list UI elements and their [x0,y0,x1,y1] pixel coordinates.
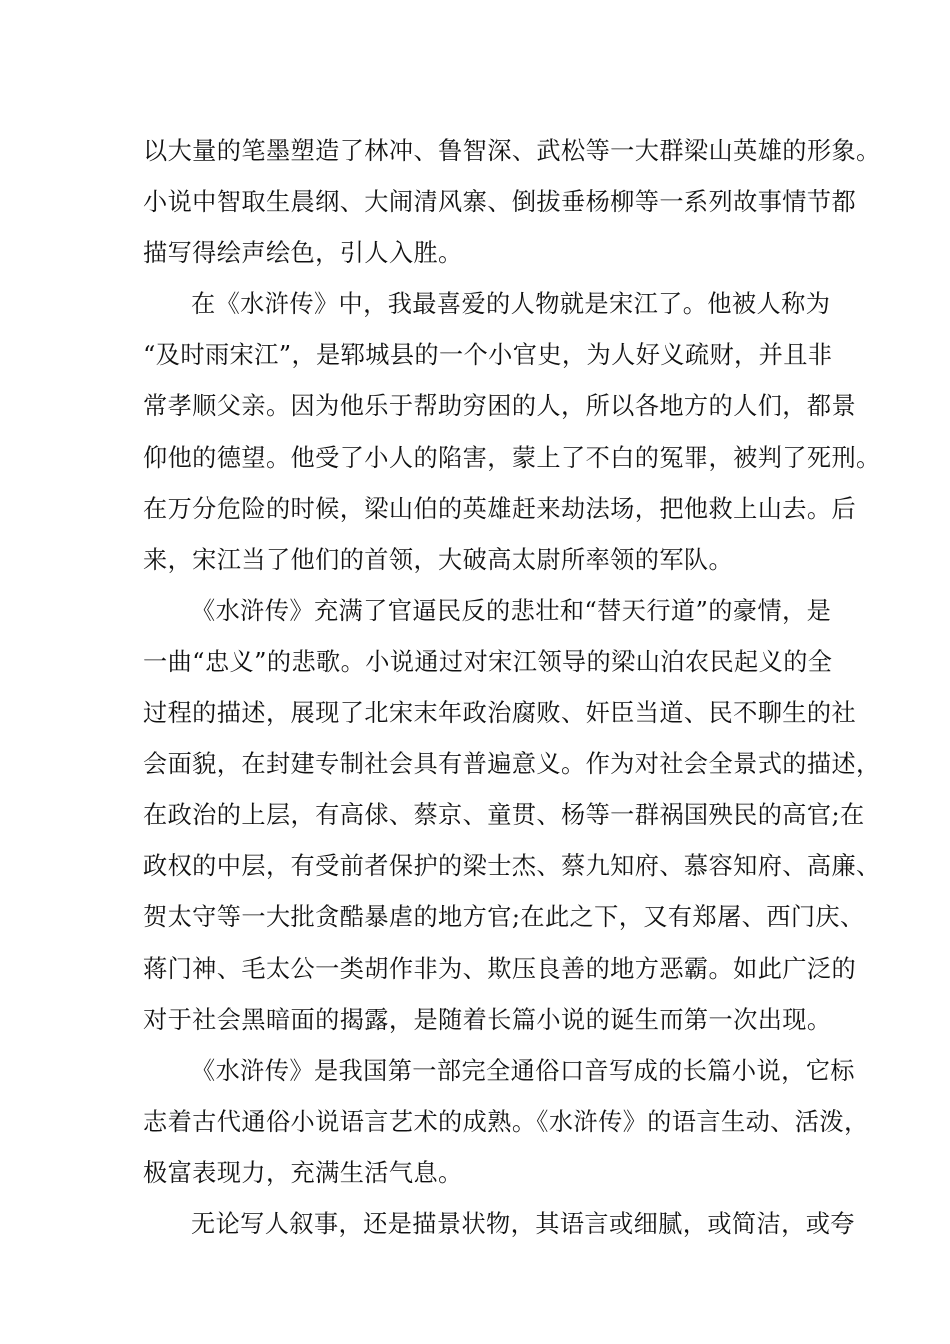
text-line: 过程的描述，展现了北宋末年政治腐败、奸臣当道、民不聊生的社 [143,699,857,728]
text-line: 描写得绘声绘色，引人入胜。 [143,239,463,268]
text-line: 极富表现力，充满生活气息。 [143,1158,463,1187]
text-line: 小说中智取生晨纲、大闹清风寨、倒拔垂杨柳等一系列故事情节都 [143,188,857,217]
paragraph-start-line: 《水浒传》是我国第一部完全通俗口音写成的长篇小说，它标 [191,1056,855,1085]
paragraph-start-line: 《水浒传》充满了官逼民反的悲壮和“替天行道”的豪情，是 [191,596,832,625]
text-line: “及时雨宋江”，是郓城县的一个小官史，为人好义疏财，并且非 [143,341,833,370]
body-text [143,126,881,1250]
text-line: 在政治的上层，有高俅、蔡京、童贯、杨等一群祸国殃民的高官;在 [143,801,865,830]
text-line: 贺太守等一大批贪酷暴虐的地方官;在此之下，又有郑屠、西门庆、 [143,903,865,932]
text-line: 蒋门神、毛太公一类胡作非为、欺压良善的地方恶霸。如此广泛的 [143,954,857,983]
text-line: 以大量的笔墨塑造了林冲、鲁智深、武松等一大群梁山英雄的形象。 [143,137,881,165]
text-line: 在万分危险的时候，梁山伯的英雄赶来劫法场，把他救上山去。后 [143,494,857,523]
text-line: 志着古代通俗小说语言艺术的成熟。《水浒传》的语言生动、活泼， [143,1107,869,1136]
paragraph-start-line: 在《水浒传》中，我最喜爱的人物就是宋江了。他被人称为 [191,290,831,319]
text-line: 来，宋江当了他们的首领，大破高太尉所率领的军队。 [143,545,734,574]
text-line: 常孝顺父亲。因为他乐于帮助穷困的人，所以各地方的人们，都景 [143,392,857,421]
text-line: 会面貌，在封建专制社会具有普遍意义。作为对社会全景式的描述， [143,750,881,779]
text-line: 一曲“忠义”的悲歌。小说通过对宋江领导的梁山泊农民起义的全 [143,647,833,676]
paragraph-start-line: 无论写人叙事，还是描景状物，其语言或细腻，或简洁，或夸 [191,1209,855,1238]
text-line: 仰他的德望。他受了小人的陷害，蒙上了不白的冤罪，被判了死刑。 [143,443,881,472]
text-line: 政权的中层，有受前者保护的梁士杰、蔡九知府、慕容知府、高廉、 [143,852,881,881]
text-line: 对于社会黑暗面的揭露，是随着长篇小说的诞生而第一次出现。 [143,1005,832,1034]
